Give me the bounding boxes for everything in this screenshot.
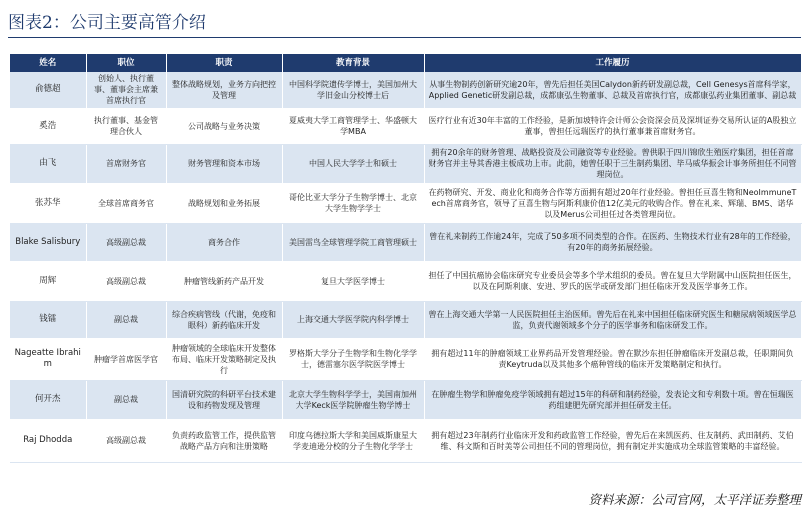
table-row [10, 72, 801, 108]
cell-name: 何开杰 [10, 380, 86, 419]
cell-education: 北京大学生物科学学士，美国南加州大学Keck医学院肿瘤生物学博士 [282, 380, 424, 419]
cell-name: 周辉 [10, 261, 86, 301]
cell-duty: 整体战略规划，业务方向把控及管理 [166, 72, 282, 108]
cell-name: 奚浩 [10, 108, 86, 144]
cell-education: 夏威夷大学工商管理学士、华盛顿大学MBA [282, 108, 424, 144]
table-row [10, 108, 801, 144]
cell-duty: 公司战略与业务决策 [166, 108, 282, 144]
cell-experience: 拥有超过23年制药行业临床开发和药政监管工作经验，曾先后在来凯医药、住友制药、武田制药、艾伯维、科文斯和百时美等公司担任不同的管理岗位，拥有制定并实施成功全球监管策略的丰富经验。 [424, 419, 801, 462]
header-position: 职位 [86, 54, 166, 72]
table-row [10, 301, 801, 338]
cell-name: 由飞 [10, 144, 86, 183]
cell-position: 肿瘤学首席医学官 [86, 338, 166, 380]
cell-education: 哥伦比亚大学分子生物学博士、北京大学生物学学士 [282, 183, 424, 223]
cell-name: 俞德超 [10, 72, 86, 108]
cell-name: 钱镭 [10, 301, 86, 338]
cell-duty: 财务管理和资本市场 [166, 144, 282, 183]
title-divider [8, 37, 801, 38]
cell-position: 高级副总裁 [86, 261, 166, 301]
header-name: 姓名 [10, 54, 86, 72]
table-header-row [10, 54, 801, 72]
header-duty: 职责 [166, 54, 282, 72]
cell-experience: 曾在礼来制药工作逾24年，完成了50多项不同类型的合作。在医药、生物技术行业有28年的工作经验，有20年的商务拓展经验。 [424, 223, 801, 261]
cell-position: 创始人、执行董事、董事会主席兼首席执行官 [86, 72, 166, 108]
cell-duty: 商务合作 [166, 223, 282, 261]
cell-experience: 曾在上海交通大学第一人民医院担任主治医师。曾先后在礼来中国担任临床研究医生和糖尿病领域医学总监，负责代谢领域多个分子的医学事务和临床研发工作。 [424, 301, 801, 338]
cell-position: 高级副总裁 [86, 223, 166, 261]
cell-experience: 担任了中国抗癌协会临床研究专业委员会等多个学术组织的委员。曾在复旦大学附属中山医院担任医生，以及在阿斯利康、安进、罗氏的医学或研发部门担任临床开发及医学事务工作。 [424, 261, 801, 301]
table-row [10, 338, 801, 380]
cell-duty: 战略规划和业务拓展 [166, 183, 282, 223]
header-education: 教育背景 [282, 54, 424, 72]
cell-education: 美国雷鸟全球管理学院工商管理硕士 [282, 223, 424, 261]
cell-name: 张苏华 [10, 183, 86, 223]
cell-experience: 医疗行业有近30年丰富的工作经验，是新加坡特许会计师公会资深会员及深圳证券交易所认证的A股独立董事，曾担任远瑞医疗的执行董事兼首席财务官。 [424, 108, 801, 144]
cell-position: 执行董事、基金管理合伙人 [86, 108, 166, 144]
executive-table [10, 54, 802, 463]
cell-education: 印度乌德拉斯大学和美国威斯康星大学麦迪逊分校的分子生物化学学士 [282, 419, 424, 462]
cell-position: 首席财务官 [86, 144, 166, 183]
cell-education: 复旦大学医学博士 [282, 261, 424, 301]
cell-duty: 肿瘤管线新药产品开发 [166, 261, 282, 301]
cell-education: 上海交通大学医学院内科学博士 [282, 301, 424, 338]
table-row [10, 261, 801, 301]
header-experience: 工作履历 [424, 54, 801, 72]
cell-name: Nageatte Ibrahim [10, 338, 86, 380]
table-row [10, 419, 801, 462]
source-note: 资料来源：公司官网，太平洋证券整理 [588, 492, 801, 507]
cell-experience: 拥有超过11年的肿瘤领域工业界药品开发管理经验。曾在默沙东担任肿瘤临床开发副总裁，任职期间负责Keytruda以及其他多个癌种管线的临床开发策略制定和执行。 [424, 338, 801, 380]
table-row [10, 183, 801, 223]
cell-experience: 在肿瘤生物学和肿瘤免疫学领域拥有超过15年的科研和制药经验，发表论文和专利数十项。曾在恒瑞医药组建肥先研究部并担任研发主任。 [424, 380, 801, 419]
cell-education: 罗格斯大学分子生物学和生物化学学士，德雷塞尔医学院医学博士 [282, 338, 424, 380]
table-row [10, 223, 801, 261]
cell-education: 中国人民大学学士和硕士 [282, 144, 424, 183]
cell-position: 副总裁 [86, 380, 166, 419]
cell-duty: 综合疾病管线（代谢，免疫和眼科）新药临床开发 [166, 301, 282, 338]
figure-title: 图表2：公司主要高管介绍 [8, 13, 206, 33]
cell-position: 全球首席商务官 [86, 183, 166, 223]
table-row [10, 380, 801, 419]
cell-experience: 拥有20余年的财务管理、战略投资及公司融资等专业经验。曾供职于四川锦欣生殖医疗集团，担任首席财务官并主导其香港主板成功上市。此前，她曾任职于三生制药集团、毕马威华振会计事务所担任不同管理岗位。 [424, 144, 801, 183]
cell-name: Blake Salisbury [10, 223, 86, 261]
cell-experience: 从事生物制药创新研究逾20年，曾先后担任美国Calydon新药研发副总裁，Cell Genesys首席科学家，Applied Genetic研发副总裁，成都康弘生物董事、总裁及首席执行官，成都康弘药业集团董事、副总裁 [424, 72, 801, 108]
cell-position: 高级副总裁 [86, 419, 166, 462]
cell-duty: 肿瘤领域的全球临床开发整体布局、临床开发策略制定及执行 [166, 338, 282, 380]
cell-name: Raj Dhodda [10, 419, 86, 462]
cell-duty: 国清研究院的科研平台技术建设和药物发现及管理 [166, 380, 282, 419]
cell-experience: 在药物研究、开发、商业化和商务合作等方面拥有超过20年行业经验。曾担任亘喜生物和NeoImmuneTech首席商务官，领导了亘喜生物与阿斯利康价值12亿美元的收购合作。曾在礼来、辉瑞、BMS、诺华以及Merus公司担任过各类管理岗位。 [424, 183, 801, 223]
table-row [10, 144, 801, 183]
cell-duty: 负责药政监管工作，提供监管战略产品方向和注册策略 [166, 419, 282, 462]
cell-position: 副总裁 [86, 301, 166, 338]
cell-education: 中国科学院遗传学博士，美国加州大学旧金山分校博士后 [282, 72, 424, 108]
